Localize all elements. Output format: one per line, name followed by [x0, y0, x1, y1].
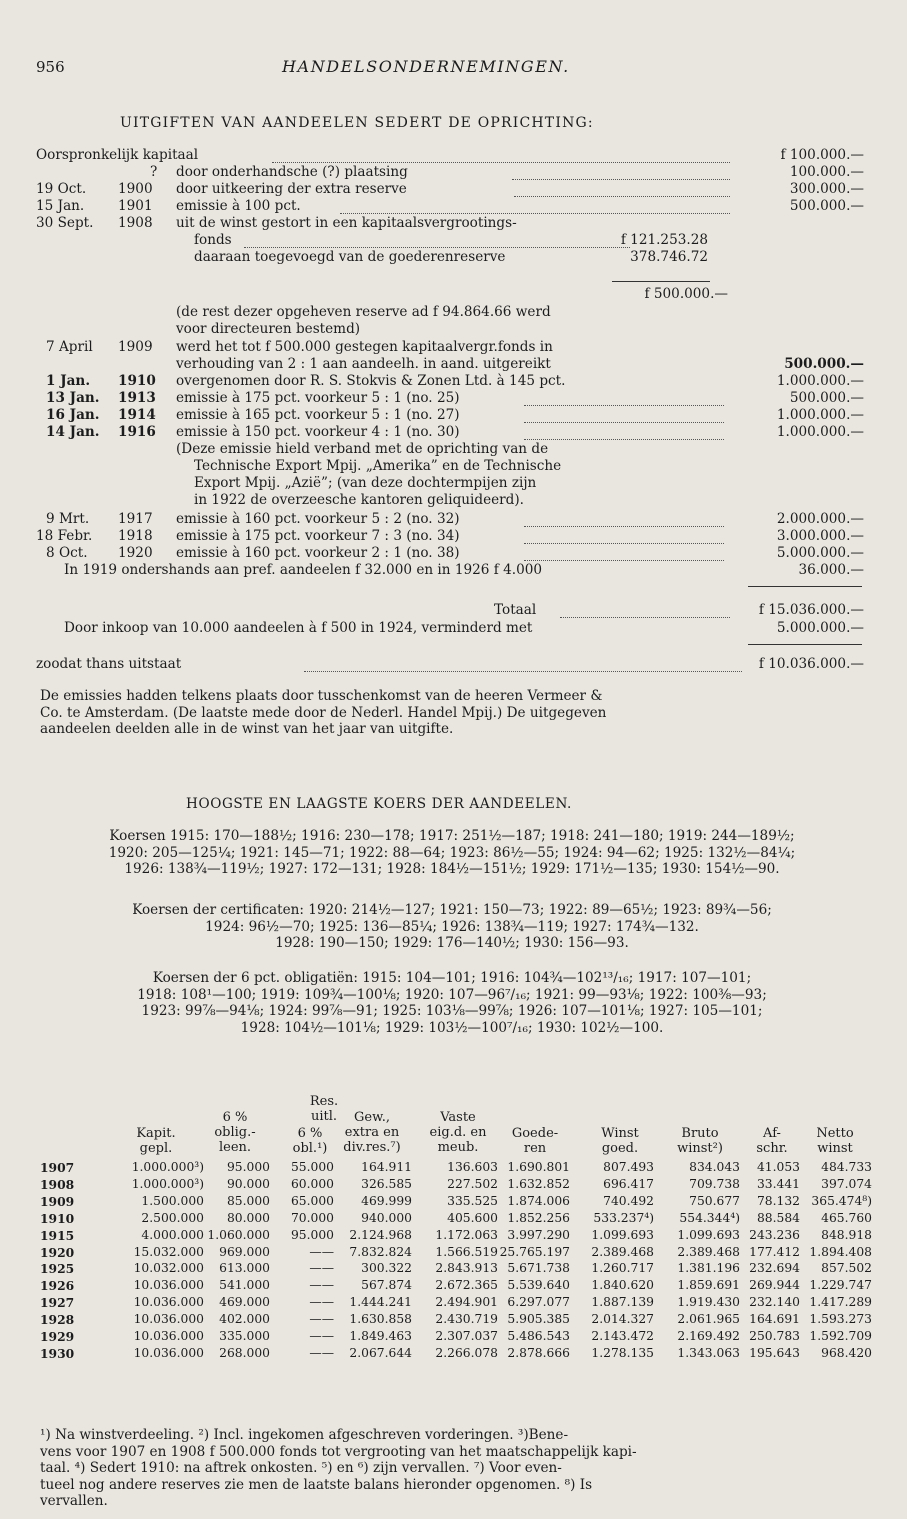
table-cell-kapit: 10.036.000 [133, 1312, 204, 1327]
table-cell-obl6: —— [309, 1312, 334, 1327]
table-cell-oblig: 95.000 [226, 1160, 270, 1174]
table-cell-netto: 968.420 [821, 1345, 872, 1360]
document-page: 956 HANDELSONDERNEMINGEN. UITGIFTEN VAN AANDEELEN SEDERT DE OPRICHTING: Oorspronkelijk kapitaal f 100.000.— ? door onderhandsche (?) plaatsing 100.000.— 19 Oct. 1900 door uitkeering der extra reserve 300.000.— 15 Jan. 1901 emissie à 100 pct. 500.000.— 30 Sept. 1908 uit de winst gestort in een kapitaalsvergrootings- fonds f 121.253.28 daaraan toegevoegd van de goederenreserve 378.746.72 f 500.000.— (de rest dezer opgeheven reserve ad f 94.864.66 werd voor directeuren bestemd) 7 April 1909 werd het tot f 500.000 gestegen kapitaalvergr.fonds in verhouding van 2 : 1 aan aandeelh. in aand. uitgereikt 500.000.— 1 Jan. 1910 overgenomen door R. S. Stokvis & Zonen Ltd. à 145 pct. 1.000.000.— 13 Jan. 1913 emissie à 175 pct. voorkeur 5 : 1 (no. 25) 500.000.— 16 Jan. 1914 emissie à 165 pct. voorkeur 5 : 1 (no. 27) 1.000.000.— 14 Jan. 1916 emissie à 150 pct. voorkeur 4 : 1 (no. 30) 1.000.000.— (Deze emissie hield verband met de oprichting van de Technische Export Mpij. „Amerika” en de Technische Export Mpij. „Azië”; (van deze dochtermpijen zijn in 1922 de overzeesche kantoren geliquideerd). 9 Mrt. 1917 emissie à 160 pct. voorkeur 5 : 2 (no. 32) 2.000.000.— 18 Febr. 1918 emissie à 175 pct. voorkeur 7 : 3 (no. 34) 3.000.000.— 8 Oct. 1920 emissie à 160 pct. voorkeur 2 : 1 (no. 38) 5.000.000.— In 1919 ondershands aan pref. aandeelen f 32.000 en in 1926 f 4.000 36.000.— Totaal f 15.036.000.— Door inkoop van 10.000 aandeelen à f 500 in 1924, verminderd met 5.000.000.— zoodat thans uitstaat f 10.036.000.— De emissies hadden telkens plaats door tusschenkomst van de heeren Vermeer & Co. te Amsterdam. (De laatste mede door de Nederl. Handel Mpij.) De uitgegeven aandeelen deelden alle in de winst van het jaar van uitgifte. HOOGSTE EN LAAGSTE KOERS DER AANDEELEN. Koersen 1915: 170—188½; 1916: 230—178; 1917: 251½—187; 1918: 241—180; 1919: 244—189½; 1920: 205—125¼; 1921: 145—71; 1922: 88—64; 1923: 86½—55; 1924: 94—62; 1925: 132½—84¼; 1926: 138¾—119½; 1927: 172—131; 1928: 184½—151½; 1929: 171½—135; 1930: 154½—90. Koersen der certificaten: 1920: 214½—127; 1921: 150—73; 1922: 89—65½; 1923: 89¾—56; 1924: 96½—70; 1925: 136—85¼; 1926: 138¾—119; 1927: 174¾—132. 1928: 190—150; 1929: 176—140½; 1930: 156—93. Koersen der 6 pct. obligatiën: 1915: 104—101; 1916: 104¾—102¹³/₁₆; 1917: 107—101; 1918: 108¹—100; 1919: 109¾—100⅛; 1920: 107—96⁷/₁₆; 1921: 99—93⅛; 1922: 100⅜—93; 1923: 99⅞—94⅛; 1924: 99⅞—91; 1925: 103⅛—99⅞; 1926: 107—101⅛; 1927: 105—101; 1928: 104½—101⅛; 1929: 103½—100⁷/₁₆; 1930: 102½—100. Res. uitl. Kapit. gepl. 6 % oblig.- leen. 6 % obl.¹) Gew., extra en div.res.⁷) Vaste eig.d. en meub. Goede- ren Winst goed. Bruto winst²) Af- schr. Netto winst 1907 1.000.000³) 95.000 55.000 164.911 136.603 1.690.801 807.493 834.043 41.053 484.733 1908 1.000.000³) 90.000 60.000 326.585 227.502 1.632.852 696.417 709.738 33.441 397.074 1909 1.500.000 85.000 65.000 469.999 335.525 1.874.006 740.492 750.677 78.132 365.474⁸) 1910 2.500.000 80.000 70.000 940.000 405.600 1.852.256 533.237⁴) 554.344⁴) 88.584 465.760 1915 4.000.000 1.060.000 95.000 2.124.968 1.172.063 3.997.290 1.099.693 1.099.693 243.236 848.918 1920 15.032.000 969.000 —— 7.832.824 1.566.519 25.765.197 2.389.468 2.389.468 177.412 1.894.408 1925 10.032.000 613.000 —— 300.322 2.843.913 5.671.738 1.260.717 1.381.196 232.694 857.502 1926 10.036.000 541.000 —— 567.874 2.672.365 5.539.640 1.840.620 1.859.691 269.944 1.229.747 1927 10.036.000 469.000 —— 1.444.241 2.494.901 6.297.077 1.887.139 1.919.430 232.140 1.417.289 1928 10.036.000 402.000 —— 1.630.858 2.430.719 5.905.385 2.014.327 2.061.965 164.691 1.593.273 1929 10.036.000 335.000 —— 1.849.463 2.307.037 5.486.543 2.143.472 2.169.492 250.783 1.592.709 1930 10.036.000 268.000 —— 2.067.644 2.266.078 2.878.666 1.278.135 1.343.063 195.643 968.420 ¹) Na winstverdeeling. ²) Incl. ingekomen afgeschreven vorderingen. ³)Bene- vens voor 1907 en 1908 f 500.000 fonds tot vergrooting van het maatschappelijk kapi- taal. ⁴) Sedert 1910: na aftrek onkosten. ⁵) en ⁶) zijn vervallen. ⁷) Voor even- tueel nog andere reserves zie men de laatste balans hieronder opgenomen. ⁸) Is vervallen. [36, 57, 872, 1510]
table-cell-obl6: 55.000 [290, 1160, 334, 1174]
amount: 300.000.— [789, 181, 864, 197]
table-cell-vaste: 1.566.519 [435, 1244, 498, 1259]
table-cell-obl6: —— [309, 1329, 334, 1343]
list-item: uit de winst gestort in een kapitaalsvergrootings- [176, 215, 517, 231]
table-cell-kapit: 10.032.000 [133, 1261, 204, 1276]
list-item: daaraan toegevoegd van de goederenreserve [194, 249, 506, 265]
list-item: emissie à 100 pct. [176, 198, 301, 214]
table-cell-obl6: —— [309, 1278, 334, 1293]
table-cell-netto: 365.474⁸) [811, 1193, 872, 1208]
section-title-uitgiften: UITGIFTEN VAN AANDEELEN SEDERT DE OPRICHTING: [120, 115, 594, 131]
table-cell-kapit: 10.036.000 [133, 1329, 204, 1343]
table-cell-goede: 5.486.543 [507, 1329, 570, 1343]
table-cell-winst: 2.143.472 [591, 1329, 654, 1343]
amount: 1.000.000.— [776, 373, 864, 389]
amount: 2.000.000.— [776, 511, 864, 527]
sub-amount: f 121.253.28 [620, 232, 708, 248]
table-cell-year: 1915 [40, 1227, 75, 1243]
column-header-oblig: 6 % oblig.- leen. [214, 1110, 256, 1155]
column-header-netto: Netto winst [816, 1126, 854, 1156]
table-cell-vaste: 2.266.078 [435, 1345, 498, 1360]
table-cell-netto: 397.074 [821, 1176, 872, 1191]
amount: f 100.000.— [780, 147, 864, 163]
column-header-vaste: Vaste eig.d. en meub. [429, 1110, 487, 1155]
list-item: door onderhandsche (?) plaatsing [176, 164, 408, 180]
table-cell-kapit: 15.032.000 [133, 1244, 204, 1259]
table-cell-bruto: 709.738 [689, 1176, 740, 1191]
table-cell-year: 1908 [40, 1176, 75, 1192]
table-cell-gew: 164.911 [361, 1160, 412, 1174]
table-cell-winst: 1.260.717 [591, 1261, 654, 1276]
table-cell-goede: 5.539.640 [507, 1278, 570, 1293]
table-cell-kapit: 10.036.000 [133, 1345, 204, 1360]
table-cell-oblig: 541.000 [219, 1278, 270, 1293]
table-cell-obl6: —— [309, 1345, 334, 1360]
table-cell-obl6: —— [309, 1261, 334, 1276]
table-cell-winst: 1.840.620 [591, 1278, 654, 1293]
table-cell-netto: 1.417.289 [809, 1295, 872, 1310]
table-cell-winst: 696.417 [603, 1176, 654, 1191]
table-cell-winst: 807.493 [603, 1160, 654, 1174]
amount: 3.000.000.— [776, 528, 864, 544]
table-cell-bruto: 1.381.196 [677, 1261, 740, 1276]
table-cell-vaste: 1.172.063 [435, 1227, 498, 1242]
table-cell-netto: 1.894.408 [809, 1244, 872, 1259]
table-cell-gew: 326.585 [361, 1176, 412, 1191]
amount: 5.000.000.— [776, 545, 864, 561]
table-cell-oblig: 335.000 [219, 1329, 270, 1343]
amount: 500.000.— [789, 198, 864, 214]
sub-total: f 500.000.— [644, 286, 728, 302]
table-cell-gew: 567.874 [361, 1278, 412, 1293]
list-item: werd het tot f 500.000 gestegen kapitaalvergr.fonds in [176, 339, 553, 355]
table-cell-vaste: 2.843.913 [435, 1261, 498, 1276]
table-cell-winst: 2.389.468 [591, 1244, 654, 1259]
table-cell-gew: 2.067.644 [349, 1345, 412, 1360]
table-cell-oblig: 402.000 [219, 1312, 270, 1327]
table-cell-goede: 1.690.801 [507, 1160, 570, 1174]
table-cell-oblig: 80.000 [226, 1210, 270, 1225]
list-item: overgenomen door R. S. Stokvis & Zonen Ltd. à 145 pct. [176, 373, 566, 389]
totaal-amount: f 15.036.000.— [758, 602, 864, 618]
table-cell-vaste: 136.603 [447, 1160, 498, 1174]
table-cell-obl6: 65.000 [290, 1193, 334, 1208]
table-cell-oblig: 90.000 [226, 1176, 270, 1191]
table-cell-netto: 465.760 [821, 1210, 872, 1225]
table-cell-netto: 848.918 [821, 1227, 872, 1242]
table-cell-goede: 1.632.852 [507, 1176, 570, 1191]
table-cell-afschr: 269.944 [749, 1278, 800, 1293]
table-cell-gew: 1.630.858 [349, 1312, 412, 1327]
table-cell-vaste: 2.494.901 [435, 1295, 498, 1310]
column-header-obl6: 6 % obl.¹) [292, 1126, 328, 1156]
table-cell-winst: 1.278.135 [591, 1345, 654, 1360]
table-cell-year: 1910 [40, 1210, 75, 1226]
list-item: emissie à 150 pct. voorkeur 4 : 1 (no. 30) [176, 424, 460, 440]
table-cell-goede: 3.997.290 [507, 1227, 570, 1242]
table-cell-bruto: 1.099.693 [677, 1227, 740, 1242]
table-cell-bruto: 1.859.691 [677, 1278, 740, 1293]
table-cell-gew: 300.322 [361, 1261, 412, 1276]
table-cell-afschr: 41.053 [756, 1160, 800, 1174]
table-cell-winst: 2.014.327 [591, 1312, 654, 1327]
amount: 1.000.000.— [776, 407, 864, 423]
certificaten-paragraph: Koersen der certificaten: 1920: 214½—127; 1921: 150—73; 1922: 89—65½; 1923: 89¾—56; 1924: 96½—70; 1925: 136—85¼; 1926: 138¾—119; 1927: 174¾—132. 1928: 190—150; 1929: 176—140½; 1930: 156—93. [132, 902, 772, 952]
table-cell-vaste: 335.525 [447, 1193, 498, 1208]
list-item: emissie à 160 pct. voorkeur 5 : 2 (no. 32) [176, 511, 460, 527]
footnotes: ¹) Na winstverdeeling. ²) Incl. ingekomen afgeschreven vorderingen. ³)Bene- vens voor 1907 en 1908 f 500.000 fonds tot vergrooting van het maatschappelijk kapi- taal. ⁴) Sedert 1910: na aftrek onkosten. ⁵) en ⁶) zijn vervallen. ⁷) Voor even- tueel nog andere reserves zie men de laatste balans hieronder opgenomen. ⁸) Is vervallen. [40, 1427, 637, 1510]
table-cell-afschr: 177.412 [749, 1244, 800, 1259]
totaal-label: Totaal [494, 602, 537, 618]
table-cell-afschr: 164.691 [749, 1312, 800, 1327]
table-cell-obl6: 60.000 [290, 1176, 334, 1191]
table-cell-goede: 5.905.385 [507, 1312, 570, 1327]
table-cell-winst: 740.492 [603, 1193, 654, 1208]
table-cell-oblig: 469.000 [219, 1295, 270, 1310]
inkoop-line: Door inkoop van 10.000 aandeelen à f 500 in 1924, verminderd met [64, 620, 533, 636]
table-cell-goede: 5.671.738 [507, 1261, 570, 1276]
table-cell-vaste: 2.430.719 [435, 1312, 498, 1327]
table-cell-vaste: 2.672.365 [435, 1278, 498, 1293]
table-cell-bruto: 554.344⁴) [679, 1210, 740, 1225]
obligatien-paragraph: Koersen der 6 pct. obligatiën: 1915: 104—101; 1916: 104¾—102¹³/₁₆; 1917: 107—101; 1918: 108¹—100; 1919: 109¾—100⅛; 1920: 107—96⁷/₁₆; 1921: 99—93⅛; 1922: 100⅜—93; 1923: 99⅞—94⅛; 1924: 99⅞—91; 1925: 103⅛—99⅞; 1926: 107—101⅛; 1927: 105—101; 1928: 104½—101⅛; 1929: 103½—100⁷/₁₆; 1930: 102½—100. [137, 970, 767, 1036]
list-item: emissie à 165 pct. voorkeur 5 : 1 (no. 27) [176, 407, 460, 423]
amount: 1.000.000.— [776, 424, 864, 440]
table-cell-winst: 1.099.693 [591, 1227, 654, 1242]
table-cell-gew: 469.999 [361, 1193, 412, 1208]
table-cell-oblig: 85.000 [226, 1193, 270, 1208]
column-header-res: Res. uitl. [309, 1094, 339, 1124]
thans-label: zoodat thans uitstaat [36, 656, 182, 672]
table-cell-kapit: 1.000.000³) [131, 1176, 204, 1191]
table-cell-obl6: 95.000 [290, 1227, 334, 1242]
table-cell-year: 1926 [40, 1278, 75, 1294]
table-cell-goede: 6.297.077 [507, 1295, 570, 1310]
table-cell-bruto: 1.343.063 [677, 1345, 740, 1360]
table-cell-netto: 484.733 [821, 1160, 872, 1174]
section-title-koersen: HOOGSTE EN LAAGSTE KOERS DER AANDEELEN. [186, 796, 572, 812]
table-cell-afschr: 232.694 [749, 1261, 800, 1276]
table-cell-bruto: 2.061.965 [677, 1312, 740, 1327]
list-item: door uitkeering der extra reserve [176, 181, 407, 197]
table-cell-oblig: 268.000 [219, 1345, 270, 1360]
table-cell-afschr: 88.584 [756, 1210, 800, 1225]
amount: 5.000.000.— [776, 620, 864, 636]
table-cell-netto: 1.229.747 [809, 1278, 872, 1293]
table-cell-kapit: 2.500.000 [141, 1210, 204, 1225]
table-cell-gew: 1.849.463 [349, 1329, 412, 1343]
table-cell-oblig: 613.000 [219, 1261, 270, 1276]
amount: 500.000.— [789, 390, 864, 406]
koersen-paragraph: Koersen 1915: 170—188½; 1916: 230—178; 1917: 251½—187; 1918: 241—180; 1919: 244—189½; 1920: 205—125¼; 1921: 145—71; 1922: 88—64; 1923: 86½—55; 1924: 94—62; 1925: 132½—84¼; 1926: 138¾—119½; 1927: 172—131; 1928: 184½—151½; 1929: 171½—135; 1930: 154½—90. [108, 828, 796, 878]
table-cell-kapit: 10.036.000 [133, 1278, 204, 1293]
list-item: fonds [194, 232, 232, 248]
table-cell-gew: 7.832.824 [349, 1244, 412, 1259]
table-cell-obl6: —— [309, 1295, 334, 1310]
table-cell-vaste: 227.502 [447, 1176, 498, 1191]
table-cell-netto: 1.592.709 [809, 1329, 872, 1343]
column-header-goede: Goede- ren [511, 1126, 559, 1156]
table-cell-vaste: 2.307.037 [435, 1329, 498, 1343]
table-cell-kapit: 10.036.000 [133, 1295, 204, 1310]
table-cell-goede: 25.765.197 [499, 1244, 570, 1259]
running-title: HANDELSONDERNEMINGEN. [282, 57, 570, 76]
table-cell-vaste: 405.600 [447, 1210, 498, 1225]
table-cell-goede: 1.874.006 [507, 1193, 570, 1208]
amount: 500.000.— [784, 356, 864, 372]
table-cell-year: 1909 [40, 1193, 75, 1209]
table-cell-year: 1925 [40, 1261, 75, 1277]
table-cell-year: 1930 [40, 1345, 75, 1361]
emissions-paragraph: De emissies hadden telkens plaats door tusschenkomst van de heeren Vermeer & Co. te Amsterdam. (De laatste mede door de Nederl. Handel Mpij.) De uitgegeven aandeelen deelden alle in de winst van het jaar van uitgifte. [40, 688, 607, 738]
table-cell-afschr: 78.132 [756, 1193, 800, 1208]
table-cell-bruto: 2.169.492 [677, 1329, 740, 1343]
table-cell-afschr: 232.140 [749, 1295, 800, 1310]
table-cell-gew: 940.000 [361, 1210, 412, 1225]
table-cell-year: 1927 [40, 1295, 75, 1311]
table-cell-obl6: —— [309, 1244, 334, 1259]
table-cell-netto: 857.502 [821, 1261, 872, 1276]
list-item: Oorspronkelijk kapitaal [36, 147, 199, 163]
table-cell-bruto: 1.919.430 [677, 1295, 740, 1310]
table-cell-bruto: 834.043 [689, 1160, 740, 1174]
table-cell-year: 1928 [40, 1312, 75, 1328]
amount: 100.000.— [789, 164, 864, 180]
list-item: emissie à 160 pct. voorkeur 2 : 1 (no. 38) [176, 545, 460, 561]
list-item: verhouding van 2 : 1 aan aandeelh. in aand. uitgereikt [176, 356, 551, 372]
table-cell-afschr: 250.783 [749, 1329, 800, 1343]
table-cell-year: 1929 [40, 1329, 75, 1344]
table-cell-bruto: 2.389.468 [677, 1244, 740, 1259]
table-cell-kapit: 1.500.000 [141, 1193, 204, 1208]
thans-amount: f 10.036.000.— [758, 656, 864, 672]
amount: 36.000.— [798, 562, 864, 578]
table-cell-winst: 533.237⁴) [593, 1210, 654, 1225]
page-number: 956 [36, 58, 65, 76]
table-cell-gew: 1.444.241 [349, 1295, 412, 1310]
table-cell-obl6: 70.000 [290, 1210, 334, 1225]
table-cell-oblig: 969.000 [219, 1244, 270, 1259]
column-header-afschr: Af- schr. [756, 1126, 788, 1156]
table-cell-afschr: 243.236 [749, 1227, 800, 1242]
table-cell-year: 1920 [40, 1244, 75, 1260]
column-header-kapit: Kapit. gepl. [136, 1126, 176, 1156]
table-cell-year: 1907 [40, 1160, 75, 1175]
column-header-winst: Winst goed. [601, 1126, 639, 1156]
table-cell-afschr: 195.643 [749, 1345, 800, 1360]
table-cell-goede: 2.878.666 [507, 1345, 570, 1360]
list-item: emissie à 175 pct. voorkeur 7 : 3 (no. 34) [176, 528, 460, 544]
sub-amount: 378.746.72 [630, 249, 708, 265]
table-cell-kapit: 1.000.000³) [131, 1160, 204, 1174]
table-cell-goede: 1.852.256 [507, 1210, 570, 1225]
column-header-gew: Gew., extra en div.res.⁷) [343, 1110, 401, 1155]
table-cell-oblig: 1.060.000 [207, 1227, 270, 1242]
table-cell-netto: 1.593.273 [809, 1312, 872, 1327]
table-cell-bruto: 750.677 [689, 1193, 740, 1208]
table-cell-kapit: 4.000.000 [141, 1227, 204, 1242]
table-cell-afschr: 33.441 [756, 1176, 800, 1191]
table-cell-winst: 1.887.139 [591, 1295, 654, 1310]
column-header-bruto: Bruto winst²) [677, 1126, 723, 1156]
table-cell-gew: 2.124.968 [349, 1227, 412, 1242]
pref-line: In 1919 ondershands aan pref. aandeelen f 32.000 en in 1926 f 4.000 [64, 562, 543, 578]
list-item: emissie à 175 pct. voorkeur 5 : 1 (no. 25) [176, 390, 460, 406]
